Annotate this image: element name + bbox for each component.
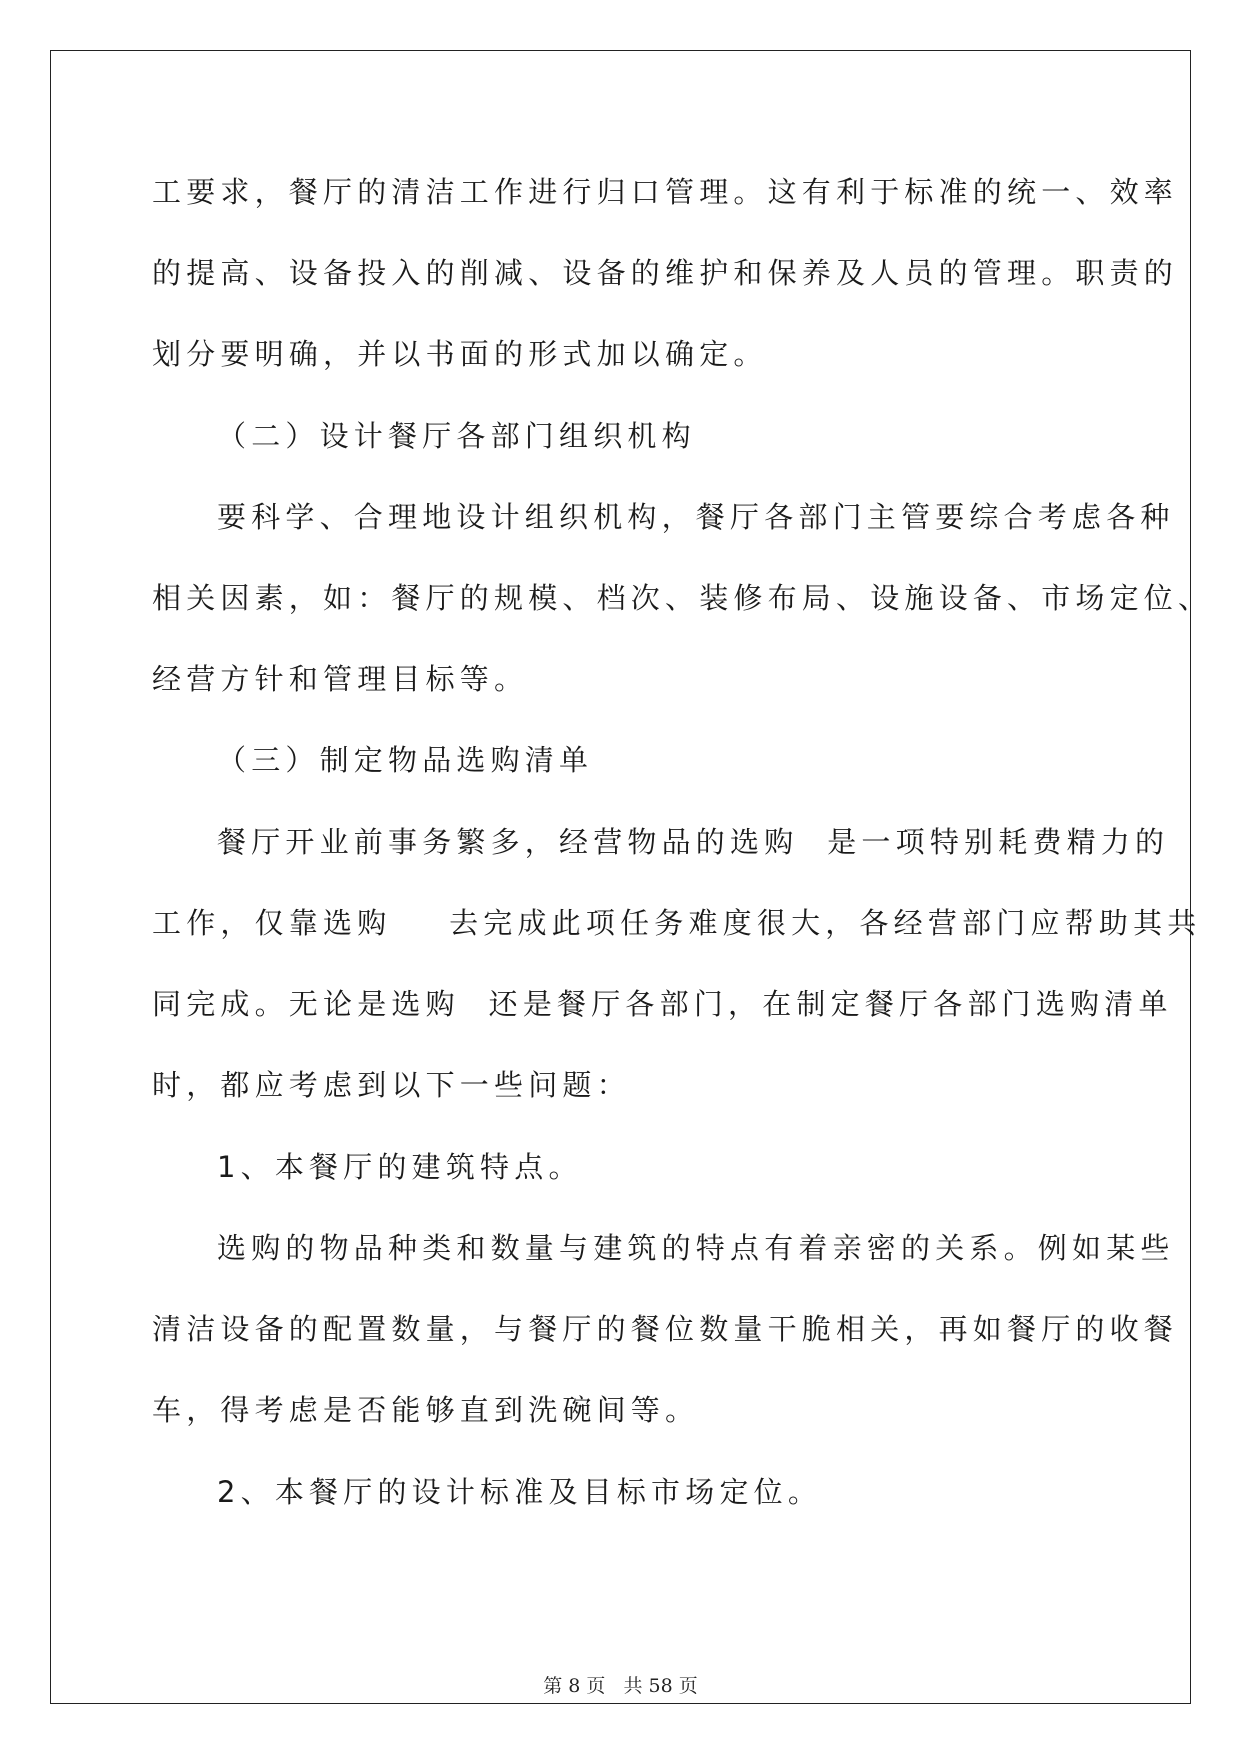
section-heading: （二）设计餐厅各部门组织机构 xyxy=(217,419,696,453)
body-line: 经营方针和管理目标等。 xyxy=(152,662,529,696)
list-item: 2、本餐厅的设计标准及目标市场定位。 xyxy=(217,1475,823,1509)
body-line: 要科学、合理地设计组织机构，餐厅各部门主管要综合考虑各种 xyxy=(217,500,1175,534)
body-line: 工要求，餐厅的清洁工作进行归口管理。这有利于标准的统一、效率 xyxy=(152,175,1179,209)
page-border xyxy=(50,50,1191,1704)
list-item: 1、本餐厅的建筑特点。 xyxy=(217,1150,583,1184)
body-line: 的提高、设备投入的削减、设备的维护和保养及人员的管理。职责的 xyxy=(152,256,1179,290)
body-line: 工作，仅靠选购 去完成此项任务难度很大，各经营部门应帮助其共 xyxy=(152,906,1202,940)
body-line: 选购的物品种类和数量与建筑的特点有着亲密的关系。例如某些 xyxy=(217,1231,1175,1265)
body-line: 清洁设备的配置数量，与餐厅的餐位数量干脆相关，再如餐厅的收餐 xyxy=(152,1312,1179,1346)
page-number-footer: 第 8 页 共 58 页 xyxy=(543,1675,698,1697)
body-line: 同完成。无论是选购 还是餐厅各部门，在制定餐厅各部门选购清单 xyxy=(152,987,1173,1021)
body-line: 时，都应考虑到以下一些问题： xyxy=(152,1068,631,1102)
body-line: 餐厅开业前事务繁多，经营物品的选购 是一项特别耗费精力的 xyxy=(217,825,1170,859)
body-line: 车，得考虑是否能够直到洗碗间等。 xyxy=(152,1393,700,1427)
body-line: 相关因素，如：餐厅的规模、档次、装修布局、设施设备、市场定位、 xyxy=(152,581,1213,615)
section-heading: （三）制定物品选购清单 xyxy=(217,743,594,777)
body-line: 划分要明确，并以书面的形式加以确定。 xyxy=(152,337,768,371)
